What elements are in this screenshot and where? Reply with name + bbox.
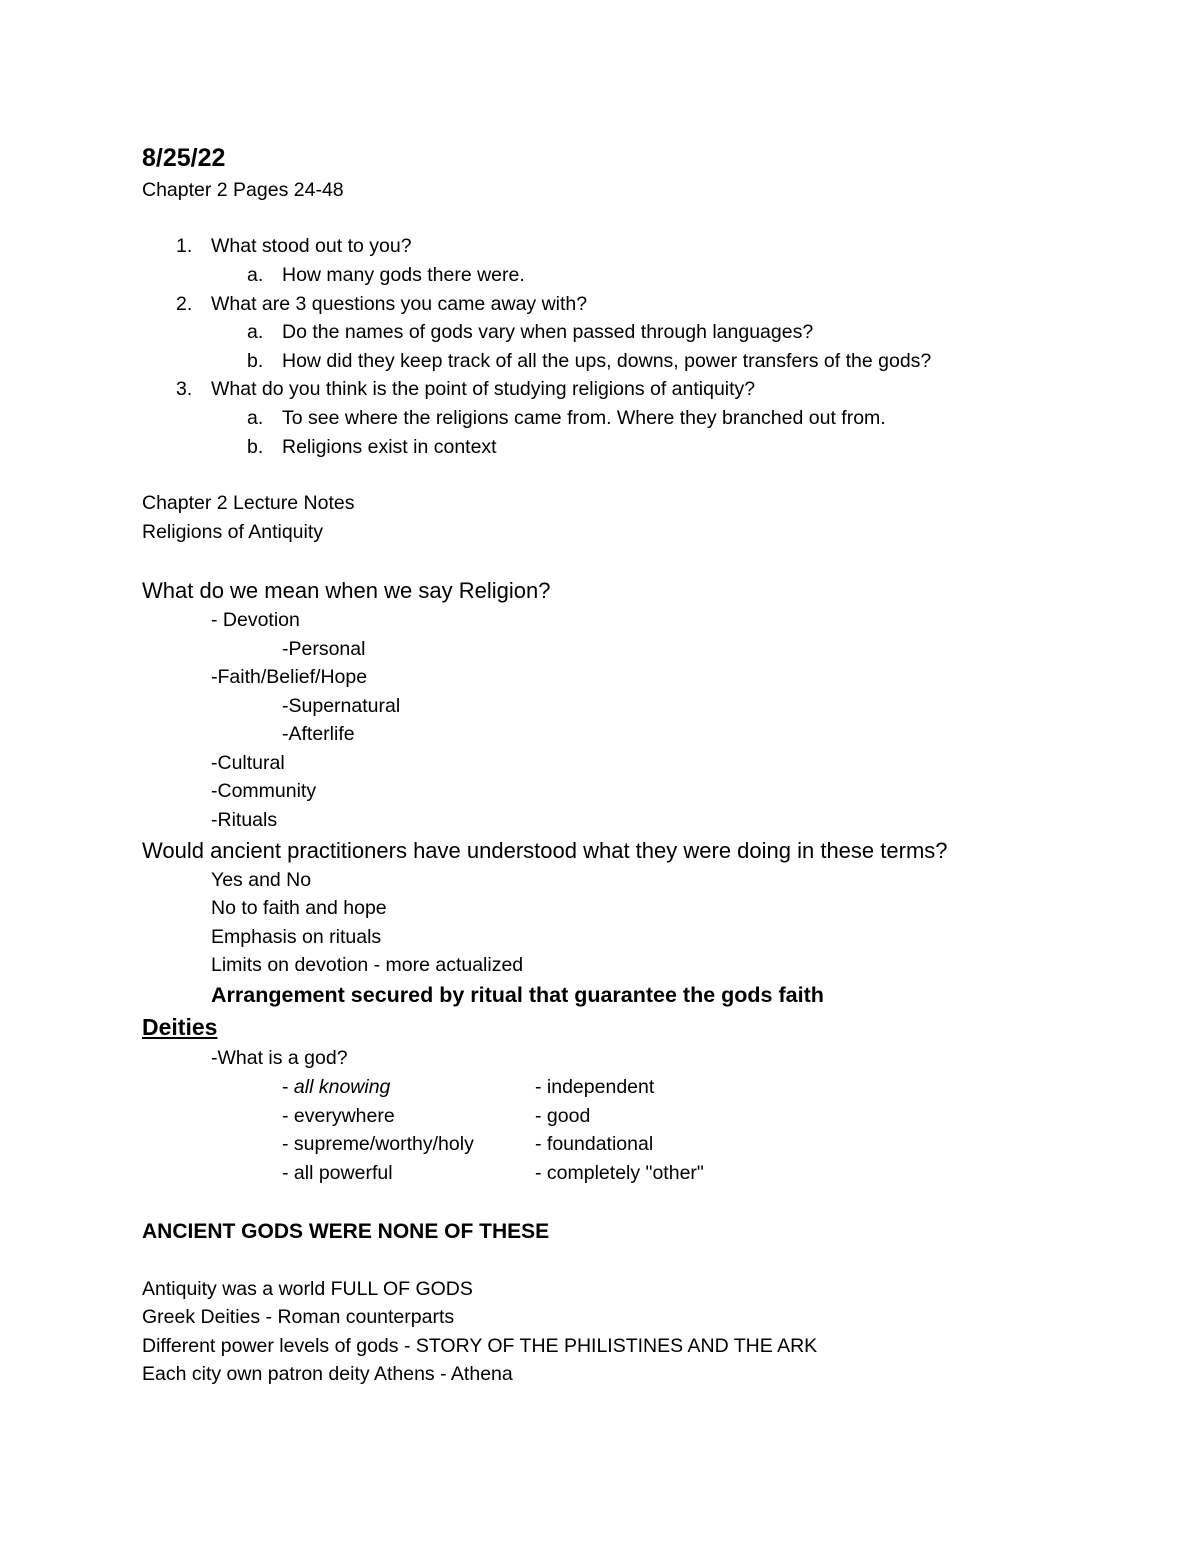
religion-subitem: -Afterlife <box>282 723 355 745</box>
answer-text: Religions exist in context <box>282 436 497 458</box>
religion-item: -Faith/Belief/Hope <box>211 666 368 688</box>
practitioners-answer: Emphasis on rituals <box>211 926 382 948</box>
closing-line: Greek Deities - Roman counterparts <box>142 1306 455 1328</box>
answer-text: Do the names of gods vary when passed through languages? <box>282 321 814 343</box>
god-attribute <box>282 1078 390 1098</box>
god-attribute: - good <box>535 1105 591 1127</box>
deities-heading: Deities <box>142 1014 218 1040</box>
answer-letter: a. <box>247 407 264 429</box>
chapter-pages: Chapter 2 Pages 24-48 <box>142 179 344 201</box>
attribute-dash: - <box>282 1076 294 1098</box>
religion-subitem: -Personal <box>282 638 366 660</box>
answer-text: How many gods there were. <box>282 264 525 286</box>
note-date: 8/25/22 <box>142 144 226 172</box>
answer-letter: b. <box>247 350 264 372</box>
lecture-title: Chapter 2 Lecture Notes <box>142 492 355 514</box>
ancient-gods-statement: ANCIENT GODS WERE NONE OF THESE <box>142 1220 550 1243</box>
religion-item: -Community <box>211 780 317 802</box>
religion-item: - Devotion <box>211 609 300 631</box>
religion-question: What do we mean when we say Religion? <box>142 578 551 603</box>
god-attribute: - independent <box>535 1076 655 1098</box>
god-question: -What is a god? <box>211 1047 348 1069</box>
question-text: What stood out to you? <box>211 235 412 257</box>
arrangement-statement: Arrangement secured by ritual that guarantee the gods faith <box>211 983 824 1007</box>
god-attribute: - completely "other" <box>535 1162 704 1184</box>
religion-item: -Cultural <box>211 752 285 774</box>
god-attribute: - everywhere <box>282 1105 395 1127</box>
closing-line: Antiquity was a world FULL OF GODS <box>142 1278 473 1300</box>
question-text: What are 3 questions you came away with? <box>211 293 588 315</box>
answer-letter: b. <box>247 436 264 458</box>
practitioners-answer: Yes and No <box>211 869 312 891</box>
religion-subitem: -Supernatural <box>282 695 401 717</box>
answer-letter: a. <box>247 321 264 343</box>
answer-text: How did they keep track of all the ups, downs, power transfers of the gods? <box>282 350 932 372</box>
closing-line: Each city own patron deity Athens - Athena <box>142 1363 513 1385</box>
answer-text: To see where the religions came from. Where they branched out from. <box>282 407 886 429</box>
god-attribute: - all powerful <box>282 1162 393 1184</box>
practitioners-question: Would ancient practitioners have understood what they were doing in these terms? <box>142 838 948 863</box>
question-number: 3. <box>176 378 193 400</box>
question-text: What do you think is the point of studying religions of antiquity? <box>211 378 756 400</box>
practitioners-answer: No to faith and hope <box>211 897 387 919</box>
question-number: 2. <box>176 293 193 315</box>
answer-letter: a. <box>247 264 264 286</box>
god-attribute: - foundational <box>535 1133 654 1155</box>
religion-item: -Rituals <box>211 809 278 831</box>
closing-line: Different power levels of gods - STORY OF THE PHILISTINES AND THE ARK <box>142 1335 818 1357</box>
practitioners-answer: Limits on devotion - more actualized <box>211 954 524 976</box>
question-number: 1. <box>176 235 193 257</box>
attribute-text: all knowing <box>293 1076 391 1098</box>
god-attribute: - supreme/worthy/holy <box>282 1133 474 1155</box>
lecture-subtitle: Religions of Antiquity <box>142 521 324 543</box>
